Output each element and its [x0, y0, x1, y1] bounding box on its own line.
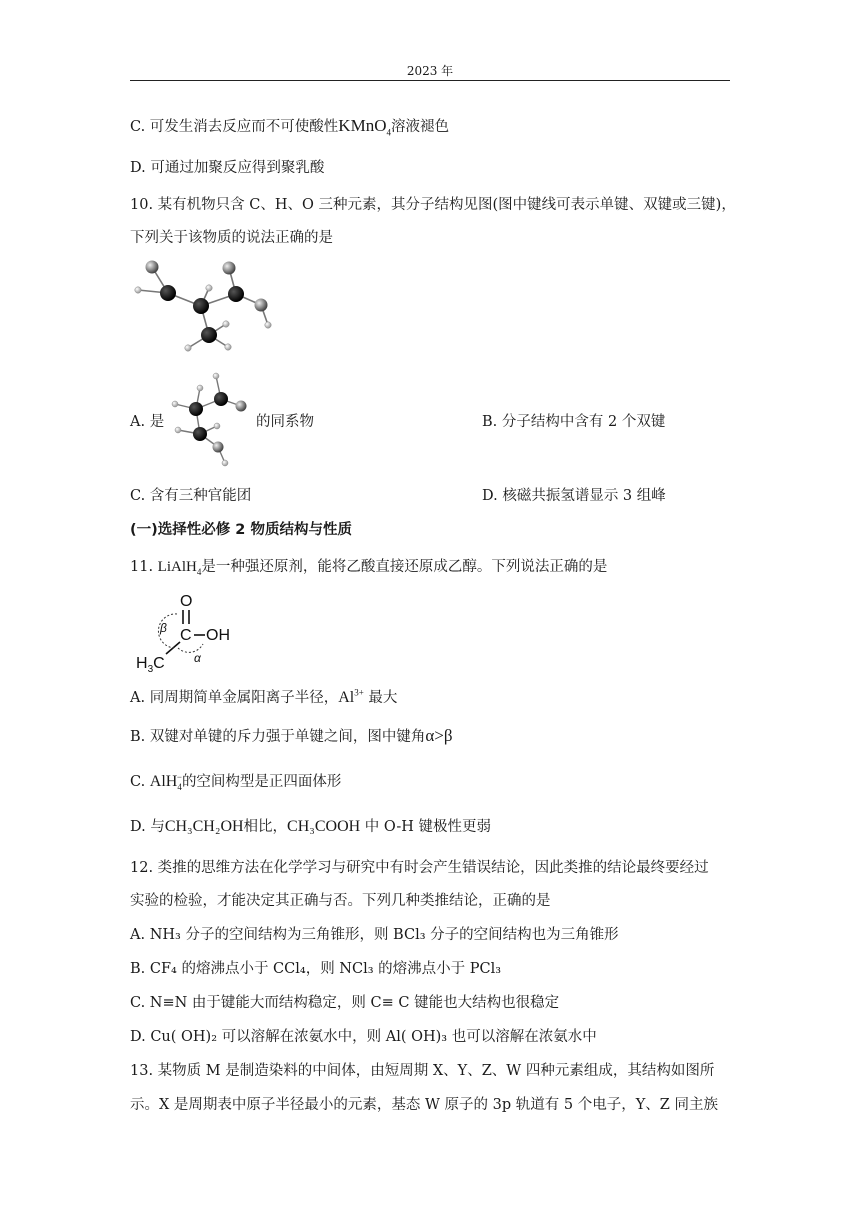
q9-option-c-tail: 溶液褪色 [390, 119, 449, 135]
q9-option-c-text: C. 可发生消去反应而不可使酸性 [130, 119, 339, 135]
q12-stem-line2: 实验的检验，才能决定其正确与否。下列几种类推结论，正确的是 [130, 893, 551, 909]
q11-option-a: A. 同周期简单金属阳离子半径，$Al^{3+}$ 最大 [130, 687, 398, 706]
alh4-ion: AlH$_4$− [149, 771, 182, 793]
hydroxyl-label: OH [206, 627, 230, 644]
acetic-acid-formula: CH₃COOH [287, 818, 361, 835]
q10-option-a-molecule [166, 368, 256, 470]
q12-option-b: B. CF₄ 的熔沸点小于 CCl₄，则 NCl₃ 的熔沸点小于 PCl₃ [130, 961, 502, 977]
page-header-year: 2023 年 [406, 64, 454, 78]
beta-angle-label: β [160, 621, 167, 635]
lialh4-formula: LiAlH$_4$ [157, 559, 202, 577]
kmno4-formula: KMnO$_4$ [338, 116, 391, 138]
header-divider [130, 80, 730, 81]
q11-option-d: D. 与CH₃CH₂OH相比，CH₃COOH 中 O-H 键极性更弱 [130, 818, 491, 835]
q10-option-c: C. 含有三种官能团 [130, 488, 252, 504]
section-title: (一)选择性必修 2 物质结构与性质 [130, 522, 352, 538]
q9-option-c [130, 115, 449, 137]
q12-option-d: D. Cu( OH)₂ 可以溶解在浓氨水中，则 Al( OH)₃ 也可以溶解在浓氨水中 [130, 1029, 597, 1045]
q11-stem [130, 555, 607, 577]
carbon-label: C [180, 627, 192, 644]
q10-option-a-prefix: A. 是 [130, 414, 165, 430]
q13-stem-line1: 13. 某物质 M 是制造染料的中间体，由短周期 X、Y、Z、W 四种元素组成，其结构如图所 [130, 1063, 715, 1079]
oxygen-label: O [180, 593, 193, 610]
q10-option-b: B. 分子结构中含有 2 个双键 [482, 414, 666, 430]
q11-stem-text: 是一种强还原剂，能将乙酸直接还原成乙醇。下列说法正确的是 [201, 559, 608, 575]
q13-stem-line2: 示。X 是周期表中原子半径最小的元素，基态 W 原子的 3p 轨道有 5 个电子，Y、Z 同主族 [130, 1097, 718, 1113]
q12-stem-line1: 12. 类推的思维方法在化学学习与研究中有时会产生错误结论，因此类推的结论最终要经过 [130, 860, 709, 876]
q10-option-d: D. 核磁共振氢谱显示 3 组峰 [482, 488, 666, 504]
q12-option-c: C. N≡N 由于键能大而结构稳定，则 C≡ C 键能也大结构也很稳定 [130, 995, 560, 1011]
methyl-label: $H_3C$ [136, 655, 165, 674]
q10-molecule-model [125, 252, 285, 364]
q11-number: 11. [130, 559, 154, 575]
q11-option-c: C. AlH$_4$−的空间构型是正四面体形 [130, 771, 342, 793]
alpha-angle-label: α [194, 651, 201, 665]
q9-option-d: D. 可通过加聚反应得到聚乳酸 [130, 160, 325, 176]
al3-ion: $Al^{3+}$ [338, 687, 364, 706]
q10-stem-line1: 10. 某有机物只含 C、H、O 三种元素，其分子结构见图(图中键线可表示单键、双键或三键)， [130, 197, 736, 213]
q10-stem-line2: 下列关于该物质的说法正确的是 [130, 230, 333, 246]
angle-comparison: α>β [425, 726, 453, 745]
ethanol-formula: CH₃CH₂OH [164, 818, 244, 835]
q11-option-b: B. 双键对单键的斥力强于单键之间，图中键角α>β [130, 726, 453, 745]
acetic-acid-diagram [130, 588, 250, 674]
q10-option-a-suffix: 的同系物 [256, 414, 314, 430]
q12-option-a: A. NH₃ 分子的空间结构为三角锥形，则 BCl₃ 分子的空间结构也为三角锥形 [130, 927, 619, 943]
